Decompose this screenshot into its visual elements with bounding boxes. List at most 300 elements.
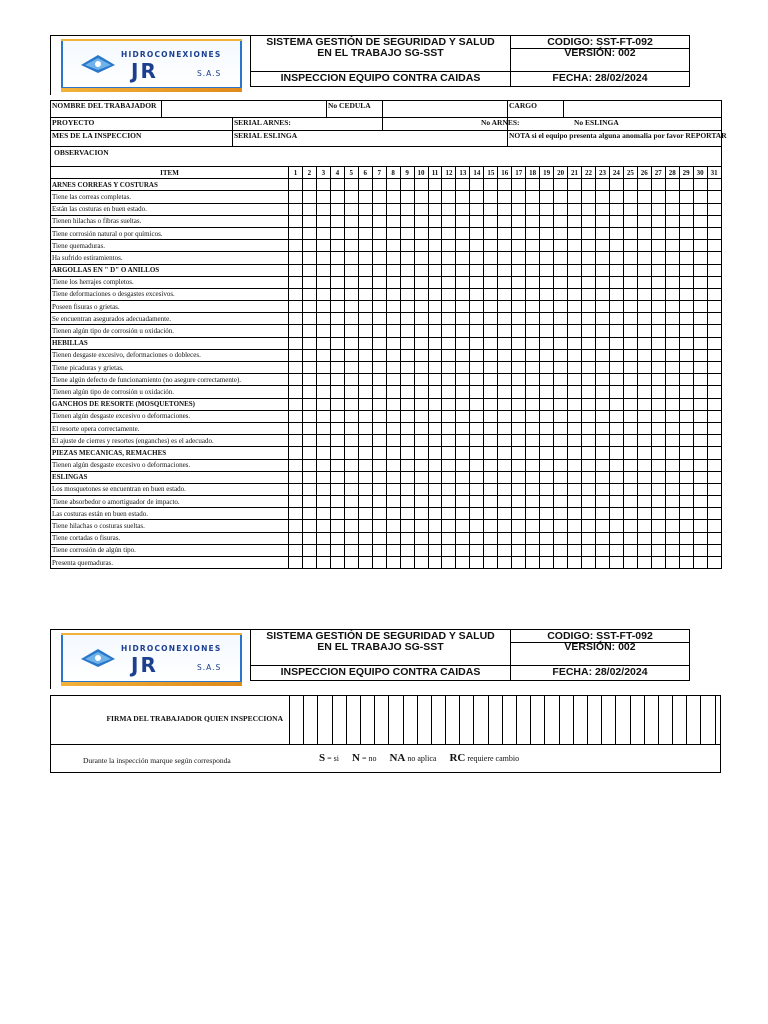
check-cell[interactable] bbox=[651, 203, 665, 215]
check-cell[interactable] bbox=[442, 264, 456, 276]
check-cell[interactable] bbox=[540, 386, 554, 398]
check-cell[interactable] bbox=[498, 496, 512, 508]
check-cell[interactable] bbox=[637, 374, 651, 386]
check-cell[interactable] bbox=[414, 435, 428, 447]
check-cell[interactable] bbox=[512, 532, 526, 544]
check-cell[interactable] bbox=[526, 313, 540, 325]
check-cell[interactable] bbox=[330, 410, 344, 422]
check-cell[interactable] bbox=[386, 386, 400, 398]
check-cell[interactable] bbox=[414, 191, 428, 203]
check-cell[interactable] bbox=[609, 544, 623, 556]
check-cell[interactable] bbox=[498, 301, 512, 313]
check-cell[interactable] bbox=[582, 240, 596, 252]
check-cell[interactable] bbox=[289, 191, 303, 203]
signature-cell[interactable] bbox=[516, 696, 530, 744]
check-cell[interactable] bbox=[330, 557, 344, 569]
check-cell[interactable] bbox=[623, 557, 637, 569]
check-cell[interactable] bbox=[595, 483, 609, 495]
check-cell[interactable] bbox=[665, 532, 679, 544]
check-cell[interactable] bbox=[358, 398, 372, 410]
check-cell[interactable] bbox=[679, 240, 693, 252]
check-cell[interactable] bbox=[470, 337, 484, 349]
check-cell[interactable] bbox=[693, 459, 707, 471]
check-cell[interactable] bbox=[707, 240, 721, 252]
check-cell[interactable] bbox=[651, 471, 665, 483]
check-cell[interactable] bbox=[693, 471, 707, 483]
check-cell[interactable] bbox=[386, 435, 400, 447]
check-cell[interactable] bbox=[693, 215, 707, 227]
check-cell[interactable] bbox=[498, 447, 512, 459]
check-cell[interactable] bbox=[679, 544, 693, 556]
check-cell[interactable] bbox=[358, 203, 372, 215]
check-cell[interactable] bbox=[484, 227, 498, 239]
check-cell[interactable] bbox=[344, 276, 358, 288]
check-cell[interactable] bbox=[582, 252, 596, 264]
check-cell[interactable] bbox=[456, 362, 470, 374]
check-cell[interactable] bbox=[414, 349, 428, 361]
check-cell[interactable] bbox=[428, 313, 442, 325]
check-cell[interactable] bbox=[609, 496, 623, 508]
check-cell[interactable] bbox=[400, 459, 414, 471]
check-cell[interactable] bbox=[372, 459, 386, 471]
check-cell[interactable] bbox=[358, 410, 372, 422]
check-cell[interactable] bbox=[484, 520, 498, 532]
check-cell[interactable] bbox=[428, 215, 442, 227]
check-cell[interactable] bbox=[386, 520, 400, 532]
check-cell[interactable] bbox=[526, 203, 540, 215]
check-cell[interactable] bbox=[540, 410, 554, 422]
check-cell[interactable] bbox=[651, 240, 665, 252]
check-cell[interactable] bbox=[470, 435, 484, 447]
check-cell[interactable] bbox=[470, 532, 484, 544]
check-cell[interactable] bbox=[637, 483, 651, 495]
check-cell[interactable] bbox=[498, 313, 512, 325]
check-cell[interactable] bbox=[582, 337, 596, 349]
check-cell[interactable] bbox=[526, 386, 540, 398]
check-cell[interactable] bbox=[609, 508, 623, 520]
check-cell[interactable] bbox=[358, 544, 372, 556]
check-cell[interactable] bbox=[526, 240, 540, 252]
check-cell[interactable] bbox=[609, 557, 623, 569]
check-cell[interactable] bbox=[554, 349, 568, 361]
check-cell[interactable] bbox=[428, 325, 442, 337]
check-cell[interactable] bbox=[358, 313, 372, 325]
check-cell[interactable] bbox=[442, 215, 456, 227]
check-cell[interactable] bbox=[540, 557, 554, 569]
check-cell[interactable] bbox=[707, 398, 721, 410]
check-cell[interactable] bbox=[526, 544, 540, 556]
check-cell[interactable] bbox=[358, 349, 372, 361]
check-cell[interactable] bbox=[526, 471, 540, 483]
check-cell[interactable] bbox=[707, 447, 721, 459]
check-cell[interactable] bbox=[526, 325, 540, 337]
check-cell[interactable] bbox=[498, 435, 512, 447]
check-cell[interactable] bbox=[679, 532, 693, 544]
check-cell[interactable] bbox=[651, 422, 665, 434]
check-cell[interactable] bbox=[414, 288, 428, 300]
check-cell[interactable] bbox=[344, 179, 358, 191]
check-cell[interactable] bbox=[498, 349, 512, 361]
check-cell[interactable] bbox=[665, 483, 679, 495]
check-cell[interactable] bbox=[484, 264, 498, 276]
check-cell[interactable] bbox=[637, 191, 651, 203]
check-cell[interactable] bbox=[665, 325, 679, 337]
check-cell[interactable] bbox=[693, 496, 707, 508]
check-cell[interactable] bbox=[372, 532, 386, 544]
check-cell[interactable] bbox=[414, 483, 428, 495]
check-cell[interactable] bbox=[386, 544, 400, 556]
check-cell[interactable] bbox=[442, 471, 456, 483]
check-cell[interactable] bbox=[316, 386, 330, 398]
check-cell[interactable] bbox=[526, 447, 540, 459]
check-cell[interactable] bbox=[428, 410, 442, 422]
check-cell[interactable] bbox=[302, 374, 316, 386]
check-cell[interactable] bbox=[582, 264, 596, 276]
check-cell[interactable] bbox=[637, 508, 651, 520]
check-cell[interactable] bbox=[456, 557, 470, 569]
check-cell[interactable] bbox=[693, 203, 707, 215]
check-cell[interactable] bbox=[372, 362, 386, 374]
check-cell[interactable] bbox=[498, 398, 512, 410]
check-cell[interactable] bbox=[554, 313, 568, 325]
check-cell[interactable] bbox=[400, 532, 414, 544]
check-cell[interactable] bbox=[330, 264, 344, 276]
check-cell[interactable] bbox=[707, 520, 721, 532]
check-cell[interactable] bbox=[693, 179, 707, 191]
check-cell[interactable] bbox=[330, 374, 344, 386]
check-cell[interactable] bbox=[526, 264, 540, 276]
check-cell[interactable] bbox=[582, 386, 596, 398]
check-cell[interactable] bbox=[540, 459, 554, 471]
check-cell[interactable] bbox=[623, 276, 637, 288]
check-cell[interactable] bbox=[568, 227, 582, 239]
check-cell[interactable] bbox=[330, 191, 344, 203]
check-cell[interactable] bbox=[665, 362, 679, 374]
check-cell[interactable] bbox=[484, 459, 498, 471]
check-cell[interactable] bbox=[428, 532, 442, 544]
check-cell[interactable] bbox=[428, 422, 442, 434]
check-cell[interactable] bbox=[428, 288, 442, 300]
check-cell[interactable] bbox=[316, 422, 330, 434]
check-cell[interactable] bbox=[456, 447, 470, 459]
check-cell[interactable] bbox=[316, 557, 330, 569]
check-cell[interactable] bbox=[289, 215, 303, 227]
check-cell[interactable] bbox=[442, 410, 456, 422]
check-cell[interactable] bbox=[400, 349, 414, 361]
check-cell[interactable] bbox=[470, 179, 484, 191]
check-cell[interactable] bbox=[302, 496, 316, 508]
check-cell[interactable] bbox=[651, 496, 665, 508]
check-cell[interactable] bbox=[372, 349, 386, 361]
check-cell[interactable] bbox=[289, 471, 303, 483]
check-cell[interactable] bbox=[344, 483, 358, 495]
check-cell[interactable] bbox=[372, 483, 386, 495]
check-cell[interactable] bbox=[358, 362, 372, 374]
check-cell[interactable] bbox=[554, 410, 568, 422]
check-cell[interactable] bbox=[693, 240, 707, 252]
check-cell[interactable] bbox=[679, 276, 693, 288]
check-cell[interactable] bbox=[302, 337, 316, 349]
check-cell[interactable] bbox=[651, 349, 665, 361]
check-cell[interactable] bbox=[526, 508, 540, 520]
check-cell[interactable] bbox=[358, 191, 372, 203]
check-cell[interactable] bbox=[707, 459, 721, 471]
check-cell[interactable] bbox=[568, 240, 582, 252]
check-cell[interactable] bbox=[289, 508, 303, 520]
check-cell[interactable] bbox=[456, 325, 470, 337]
check-cell[interactable] bbox=[595, 337, 609, 349]
check-cell[interactable] bbox=[540, 422, 554, 434]
check-cell[interactable] bbox=[442, 447, 456, 459]
check-cell[interactable] bbox=[470, 386, 484, 398]
check-cell[interactable] bbox=[679, 398, 693, 410]
check-cell[interactable] bbox=[442, 301, 456, 313]
check-cell[interactable] bbox=[386, 447, 400, 459]
signature-cell[interactable] bbox=[601, 696, 615, 744]
check-cell[interactable] bbox=[651, 227, 665, 239]
check-cell[interactable] bbox=[400, 276, 414, 288]
check-cell[interactable] bbox=[623, 179, 637, 191]
check-cell[interactable] bbox=[554, 240, 568, 252]
check-cell[interactable] bbox=[484, 557, 498, 569]
check-cell[interactable] bbox=[498, 288, 512, 300]
check-cell[interactable] bbox=[651, 544, 665, 556]
check-cell[interactable] bbox=[540, 227, 554, 239]
check-cell[interactable] bbox=[582, 544, 596, 556]
check-cell[interactable] bbox=[679, 362, 693, 374]
check-cell[interactable] bbox=[358, 447, 372, 459]
check-cell[interactable] bbox=[526, 301, 540, 313]
check-cell[interactable] bbox=[609, 215, 623, 227]
check-cell[interactable] bbox=[316, 483, 330, 495]
check-cell[interactable] bbox=[679, 496, 693, 508]
check-cell[interactable] bbox=[330, 447, 344, 459]
check-cell[interactable] bbox=[554, 483, 568, 495]
check-cell[interactable] bbox=[554, 459, 568, 471]
check-cell[interactable] bbox=[302, 557, 316, 569]
check-cell[interactable] bbox=[456, 179, 470, 191]
check-cell[interactable] bbox=[512, 557, 526, 569]
check-cell[interactable] bbox=[568, 496, 582, 508]
check-cell[interactable] bbox=[637, 288, 651, 300]
check-cell[interactable] bbox=[330, 532, 344, 544]
check-cell[interactable] bbox=[484, 398, 498, 410]
check-cell[interactable] bbox=[623, 508, 637, 520]
check-cell[interactable] bbox=[540, 337, 554, 349]
check-cell[interactable] bbox=[414, 362, 428, 374]
check-cell[interactable] bbox=[330, 349, 344, 361]
check-cell[interactable] bbox=[400, 240, 414, 252]
check-cell[interactable] bbox=[316, 313, 330, 325]
check-cell[interactable] bbox=[414, 386, 428, 398]
check-cell[interactable] bbox=[609, 471, 623, 483]
worker-name-field[interactable] bbox=[162, 101, 327, 118]
check-cell[interactable] bbox=[554, 288, 568, 300]
check-cell[interactable] bbox=[372, 191, 386, 203]
check-cell[interactable] bbox=[637, 557, 651, 569]
check-cell[interactable] bbox=[512, 447, 526, 459]
check-cell[interactable] bbox=[637, 520, 651, 532]
check-cell[interactable] bbox=[540, 252, 554, 264]
check-cell[interactable] bbox=[526, 532, 540, 544]
check-cell[interactable] bbox=[637, 386, 651, 398]
check-cell[interactable] bbox=[540, 544, 554, 556]
check-cell[interactable] bbox=[554, 215, 568, 227]
check-cell[interactable] bbox=[400, 325, 414, 337]
check-cell[interactable] bbox=[289, 362, 303, 374]
check-cell[interactable] bbox=[358, 520, 372, 532]
check-cell[interactable] bbox=[665, 264, 679, 276]
check-cell[interactable] bbox=[637, 496, 651, 508]
check-cell[interactable] bbox=[693, 422, 707, 434]
check-cell[interactable] bbox=[470, 276, 484, 288]
check-cell[interactable] bbox=[442, 496, 456, 508]
check-cell[interactable] bbox=[568, 557, 582, 569]
check-cell[interactable] bbox=[400, 313, 414, 325]
check-cell[interactable] bbox=[540, 508, 554, 520]
check-cell[interactable] bbox=[302, 203, 316, 215]
check-cell[interactable] bbox=[540, 301, 554, 313]
check-cell[interactable] bbox=[400, 447, 414, 459]
check-cell[interactable] bbox=[442, 288, 456, 300]
check-cell[interactable] bbox=[540, 276, 554, 288]
check-cell[interactable] bbox=[540, 447, 554, 459]
check-cell[interactable] bbox=[665, 203, 679, 215]
check-cell[interactable] bbox=[470, 459, 484, 471]
check-cell[interactable] bbox=[428, 398, 442, 410]
check-cell[interactable] bbox=[665, 337, 679, 349]
check-cell[interactable] bbox=[428, 520, 442, 532]
check-cell[interactable] bbox=[484, 349, 498, 361]
check-cell[interactable] bbox=[344, 398, 358, 410]
check-cell[interactable] bbox=[414, 496, 428, 508]
check-cell[interactable] bbox=[526, 227, 540, 239]
check-cell[interactable] bbox=[568, 191, 582, 203]
check-cell[interactable] bbox=[595, 227, 609, 239]
check-cell[interactable] bbox=[456, 483, 470, 495]
check-cell[interactable] bbox=[637, 313, 651, 325]
check-cell[interactable] bbox=[623, 325, 637, 337]
check-cell[interactable] bbox=[693, 276, 707, 288]
check-cell[interactable] bbox=[582, 191, 596, 203]
check-cell[interactable] bbox=[512, 496, 526, 508]
check-cell[interactable] bbox=[484, 471, 498, 483]
check-cell[interactable] bbox=[344, 227, 358, 239]
check-cell[interactable] bbox=[651, 459, 665, 471]
check-cell[interactable] bbox=[456, 276, 470, 288]
check-cell[interactable] bbox=[568, 276, 582, 288]
check-cell[interactable] bbox=[679, 313, 693, 325]
check-cell[interactable] bbox=[470, 398, 484, 410]
check-cell[interactable] bbox=[568, 410, 582, 422]
check-cell[interactable] bbox=[330, 337, 344, 349]
check-cell[interactable] bbox=[289, 410, 303, 422]
check-cell[interactable] bbox=[623, 435, 637, 447]
check-cell[interactable] bbox=[358, 471, 372, 483]
check-cell[interactable] bbox=[623, 240, 637, 252]
check-cell[interactable] bbox=[386, 191, 400, 203]
check-cell[interactable] bbox=[526, 179, 540, 191]
check-cell[interactable] bbox=[344, 203, 358, 215]
check-cell[interactable] bbox=[623, 191, 637, 203]
check-cell[interactable] bbox=[456, 496, 470, 508]
check-cell[interactable] bbox=[679, 191, 693, 203]
signature-cell[interactable] bbox=[587, 696, 601, 744]
check-cell[interactable] bbox=[609, 337, 623, 349]
check-cell[interactable] bbox=[428, 349, 442, 361]
check-cell[interactable] bbox=[623, 386, 637, 398]
check-cell[interactable] bbox=[414, 325, 428, 337]
check-cell[interactable] bbox=[568, 301, 582, 313]
check-cell[interactable] bbox=[707, 203, 721, 215]
check-cell[interactable] bbox=[512, 508, 526, 520]
check-cell[interactable] bbox=[442, 337, 456, 349]
check-cell[interactable] bbox=[316, 544, 330, 556]
check-cell[interactable] bbox=[442, 459, 456, 471]
check-cell[interactable] bbox=[693, 325, 707, 337]
check-cell[interactable] bbox=[316, 410, 330, 422]
check-cell[interactable] bbox=[372, 240, 386, 252]
check-cell[interactable] bbox=[707, 471, 721, 483]
check-cell[interactable] bbox=[442, 422, 456, 434]
check-cell[interactable] bbox=[651, 215, 665, 227]
check-cell[interactable] bbox=[665, 313, 679, 325]
check-cell[interactable] bbox=[707, 313, 721, 325]
check-cell[interactable] bbox=[289, 337, 303, 349]
check-cell[interactable] bbox=[609, 203, 623, 215]
check-cell[interactable] bbox=[428, 447, 442, 459]
check-cell[interactable] bbox=[609, 276, 623, 288]
check-cell[interactable] bbox=[456, 288, 470, 300]
check-cell[interactable] bbox=[637, 422, 651, 434]
check-cell[interactable] bbox=[623, 447, 637, 459]
check-cell[interactable] bbox=[344, 471, 358, 483]
check-cell[interactable] bbox=[289, 325, 303, 337]
check-cell[interactable] bbox=[442, 349, 456, 361]
check-cell[interactable] bbox=[302, 520, 316, 532]
check-cell[interactable] bbox=[456, 398, 470, 410]
check-cell[interactable] bbox=[414, 301, 428, 313]
check-cell[interactable] bbox=[358, 532, 372, 544]
check-cell[interactable] bbox=[679, 288, 693, 300]
check-cell[interactable] bbox=[568, 532, 582, 544]
check-cell[interactable] bbox=[302, 386, 316, 398]
check-cell[interactable] bbox=[316, 532, 330, 544]
check-cell[interactable] bbox=[456, 349, 470, 361]
check-cell[interactable] bbox=[316, 471, 330, 483]
check-cell[interactable] bbox=[316, 301, 330, 313]
check-cell[interactable] bbox=[372, 227, 386, 239]
check-cell[interactable] bbox=[302, 325, 316, 337]
check-cell[interactable] bbox=[512, 422, 526, 434]
check-cell[interactable] bbox=[651, 325, 665, 337]
check-cell[interactable] bbox=[289, 386, 303, 398]
check-cell[interactable] bbox=[526, 483, 540, 495]
check-cell[interactable] bbox=[302, 215, 316, 227]
check-cell[interactable] bbox=[372, 410, 386, 422]
check-cell[interactable] bbox=[372, 337, 386, 349]
check-cell[interactable] bbox=[595, 374, 609, 386]
check-cell[interactable] bbox=[372, 252, 386, 264]
check-cell[interactable] bbox=[623, 483, 637, 495]
check-cell[interactable] bbox=[582, 508, 596, 520]
check-cell[interactable] bbox=[512, 483, 526, 495]
check-cell[interactable] bbox=[414, 240, 428, 252]
check-cell[interactable] bbox=[386, 179, 400, 191]
check-cell[interactable] bbox=[302, 264, 316, 276]
check-cell[interactable] bbox=[554, 362, 568, 374]
check-cell[interactable] bbox=[400, 227, 414, 239]
